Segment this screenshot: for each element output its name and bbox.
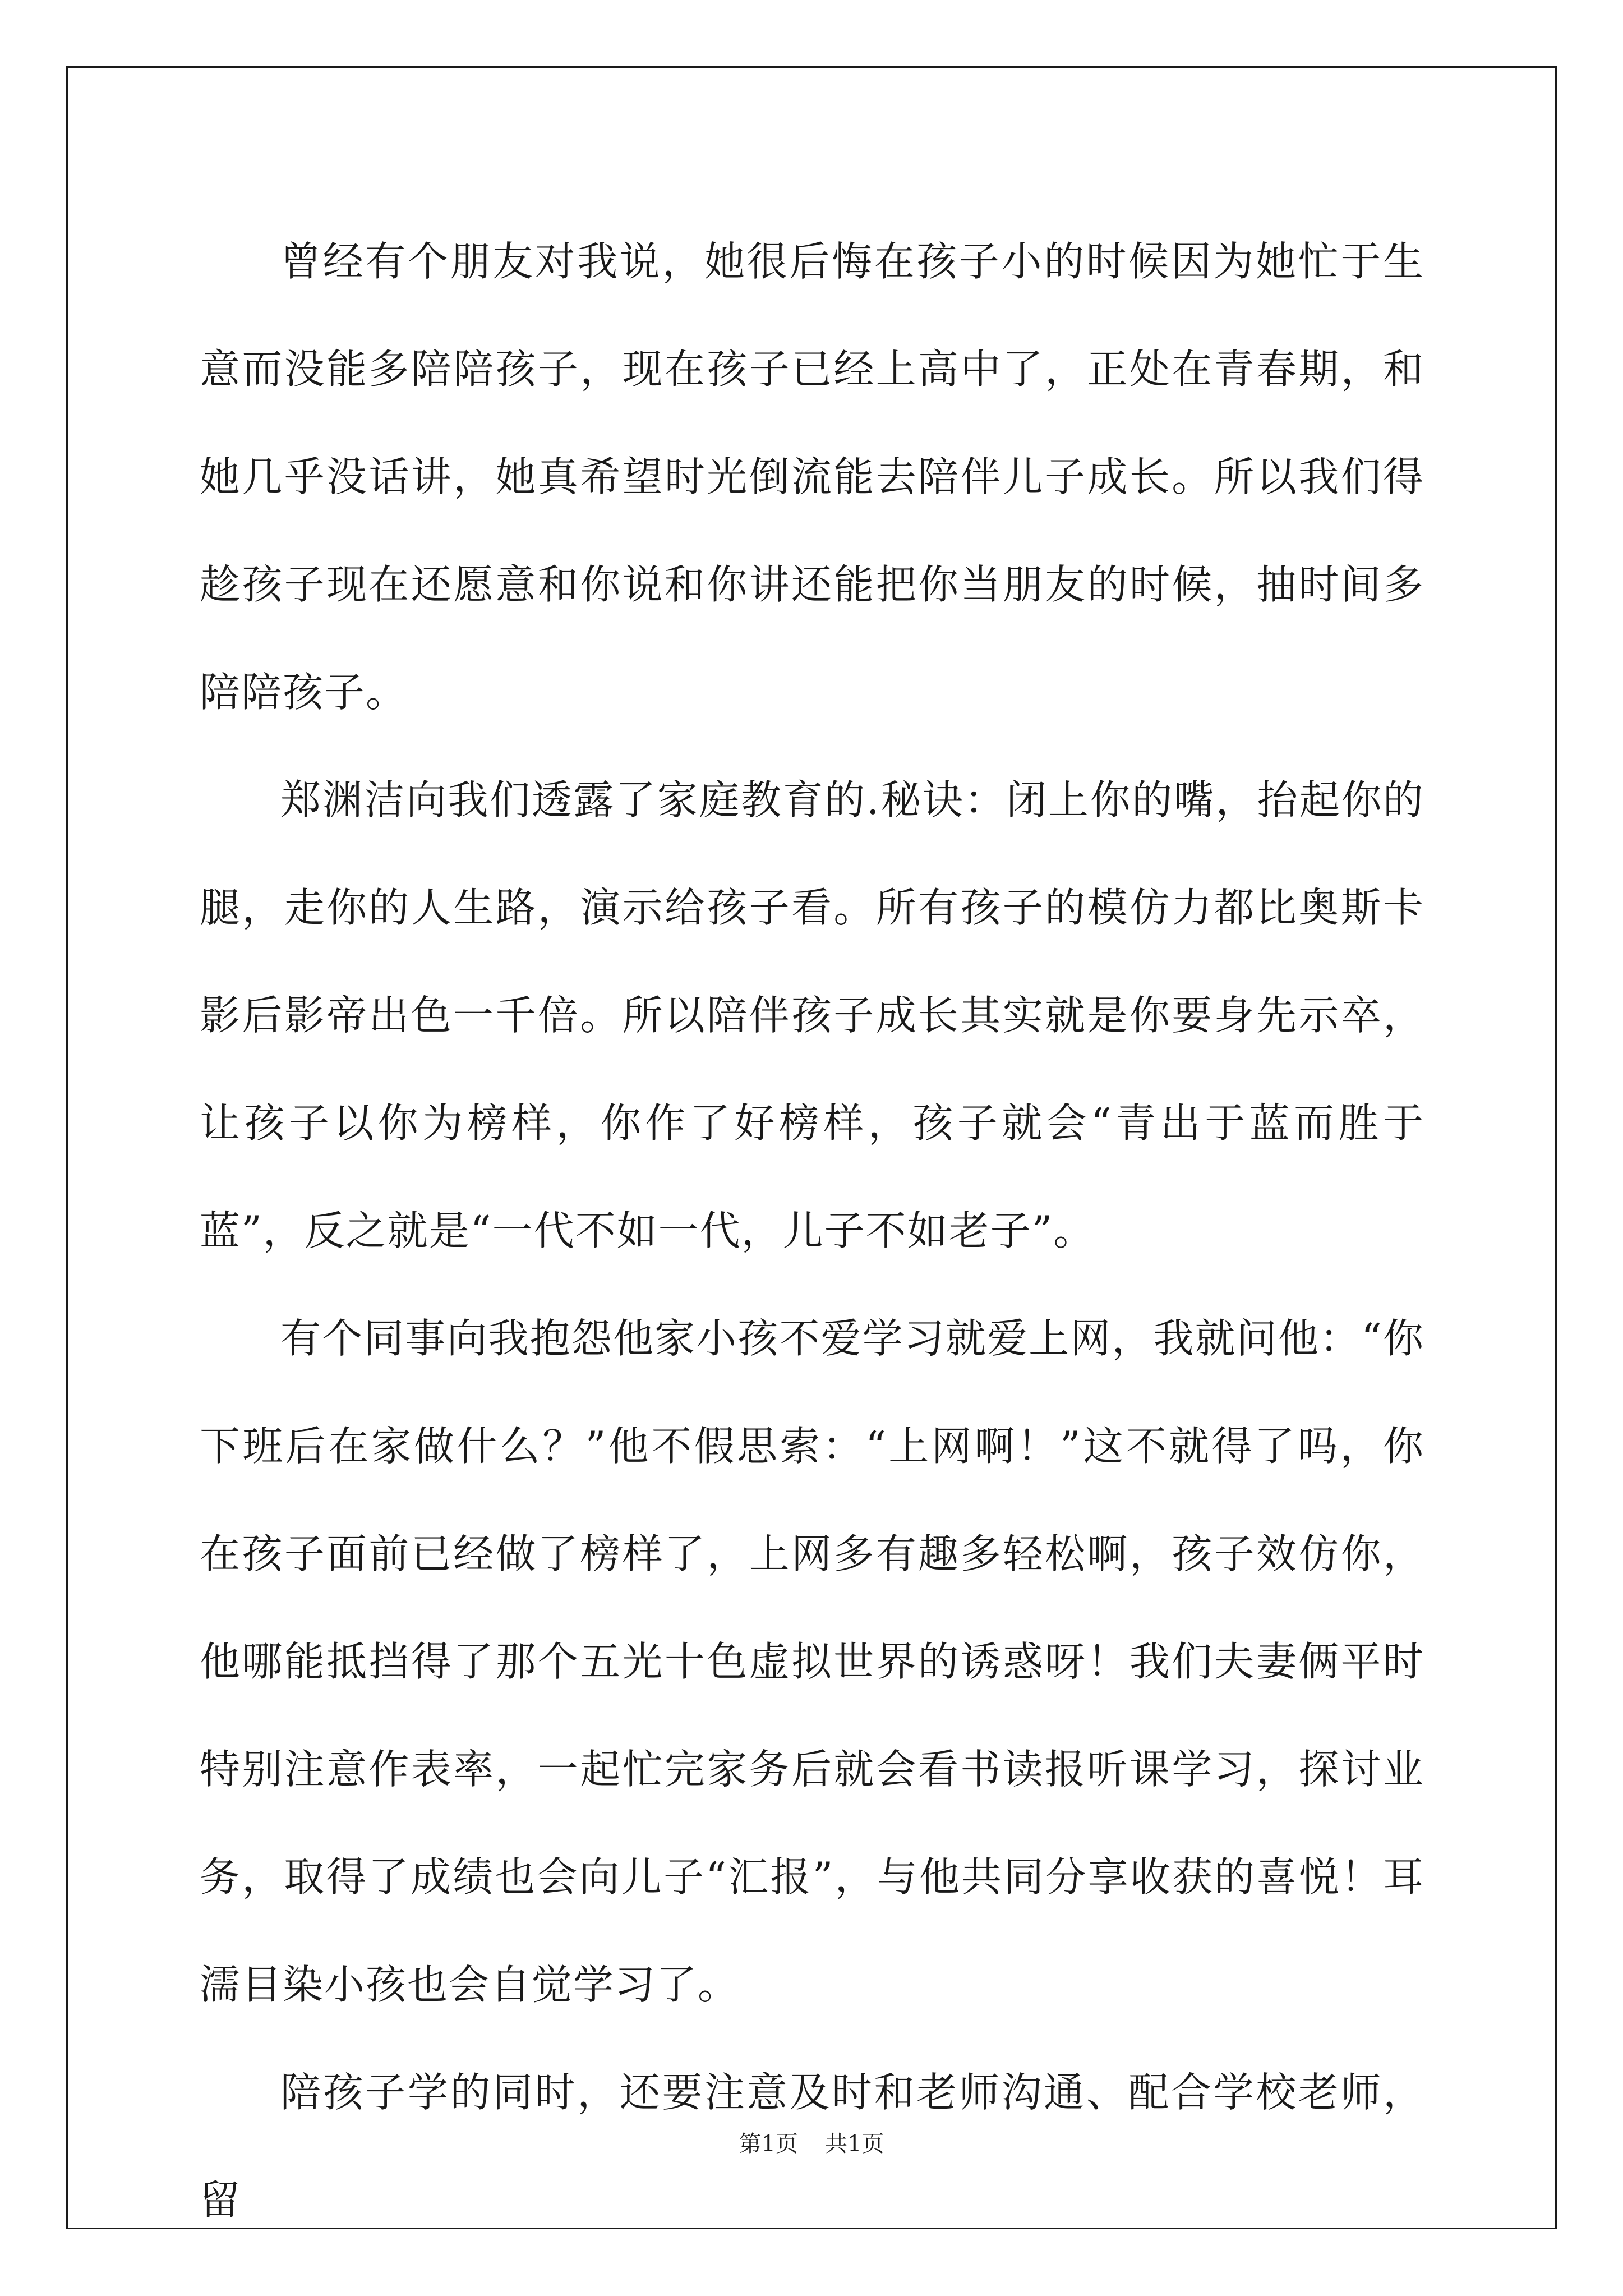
page-number: 第1页	[739, 2131, 798, 2157]
paragraph-2: 郑渊洁向我们透露了家庭教育的.秘诀：闭上你的嘴，抬起你的腿，走你的人生路，演示给孩子看。所有孩子的模仿力都比奥斯卡影后影帝出色一千倍。所以陪伴孩子成长其实就是你要身先示卒，让孩子以你为榜样，你作了好榜样，孩子就会“青出于蓝而胜于蓝”，反之就是“一代不如一代，儿子不如老子”。	[200, 776, 1424, 1254]
page-total: 共1页	[825, 2131, 884, 2157]
paragraph-3: 有个同事向我抱怨他家小孩不爱学习就爱上网，我就问他：“你下班后在家做什么？”他不假思索：“上网啊！”这不就得了吗，你在孩子面前已经做了榜样了，上网多有趣多轻松啊，孩子效仿你，他哪能抵挡得了那个五光十色虚拟世界的诱惑呀！我们夫妻俩平时特别注意作表率，一起忙完家务后就会看书读报听课学习，探讨业务，取得了成绩也会向儿子“汇报”，与他共同分享收获的喜悦！耳濡目染小孩也会自觉学习了。	[200, 1315, 1424, 2008]
document-body	[200, 208, 1424, 2254]
paragraph-4: 陪孩子学的同时，还要注意及时和老师沟通、配合学校老师，留	[200, 2069, 1424, 2224]
paragraph-1: 曾经有个朋友对我说，她很后悔在孩子小的时候因为她忙于生意而没能多陪陪孩子，现在孩子已经上高中了，正处在青春期，和她几乎没话讲，她真希望时光倒流能去陪伴儿子成长。所以我们得趁孩子现在还愿意和你说和你讲还能把你当朋友的时候，抽时间多陪陪孩子。	[200, 238, 1424, 716]
page-footer	[0, 2126, 1623, 2158]
